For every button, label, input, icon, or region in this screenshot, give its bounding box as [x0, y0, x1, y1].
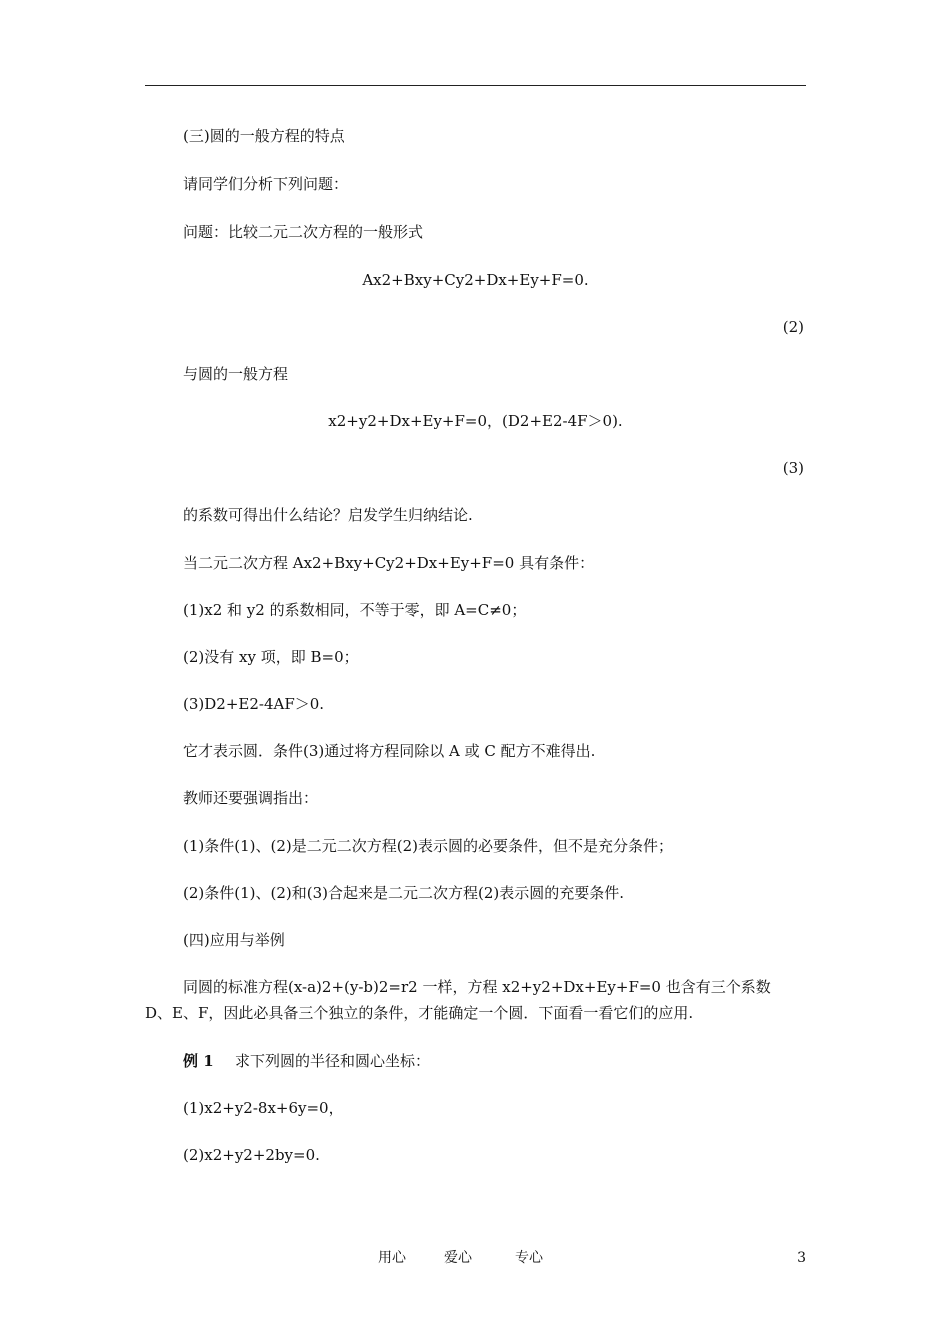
section-heading-4: (四)应用与举例 [183, 931, 285, 949]
footer-word-1: 用心 [378, 1250, 406, 1266]
header-rule [145, 85, 806, 86]
equation-2: Ax2+Bxy+Cy2+Dx+Ey+F=0. [362, 271, 589, 289]
point-2: (2)条件(1)、(2)和(3)合起来是二元二次方程(2)表示圆的充要条件. [183, 884, 625, 902]
paragraph-standard-eq-b: D、E、F，因此必具备三个独立的条件，才能确定一个圆．下面看一看它们的应用. [145, 1004, 694, 1022]
section-heading-3: (三)圆的一般方程的特点 [183, 127, 345, 145]
example-item-1: (1)x2+y2-8x+6y=0， [183, 1099, 344, 1117]
paragraph-question: 问题：比较二元二次方程的一般形式 [183, 223, 424, 241]
equation-3: x2+y2+Dx+Ey+F=0，(D2+E2-4F＞0). [328, 412, 623, 430]
paragraph-represents: 它才表示圆．条件(3)通过将方程同除以 A 或 C 配方不难得出. [183, 742, 596, 760]
condition-2: (2)没有 xy 项，即 B=0； [183, 648, 359, 666]
equation-number-3: (3) [782, 459, 804, 477]
footer-word-2: 爱心 [444, 1250, 472, 1266]
paragraph-ask: 请同学们分析下列问题： [183, 175, 349, 193]
paragraph-standard-eq-a: 同圆的标准方程(x-a)2+(y-b)2=r2 一样，方程 x2+y2+Dx+Ey+F=0 也含有三个系数 [183, 978, 771, 996]
point-1: (1)条件(1)、(2)是二元二次方程(2)表示圆的必要条件，但不是充分条件； [183, 837, 673, 855]
example-text: 求下列圆的半径和圆心坐标： [235, 1052, 431, 1070]
condition-3: (3)D2+E2-4AF＞0. [183, 695, 325, 713]
paragraph-teacher: 教师还要强调指出： [183, 789, 319, 807]
footer-word-3: 专心 [515, 1250, 543, 1266]
page-number: 3 [797, 1250, 806, 1266]
paragraph-with-circle: 与圆的一般方程 [183, 365, 289, 383]
paragraph-coef-conclusion: 的系数可得出什么结论？启发学生归纳结论. [183, 506, 473, 524]
example-item-2: (2)x2+y2+2by=0. [183, 1146, 320, 1164]
paragraph-when-condition: 当二元二次方程 Ax2+Bxy+Cy2+Dx+Ey+F=0 具有条件： [183, 554, 595, 572]
condition-1: (1)x2 和 y2 的系数相同，不等于零，即 A=C≠0； [183, 601, 527, 619]
example-label: 例 1 [183, 1052, 214, 1070]
equation-number-2: (2) [782, 318, 804, 336]
